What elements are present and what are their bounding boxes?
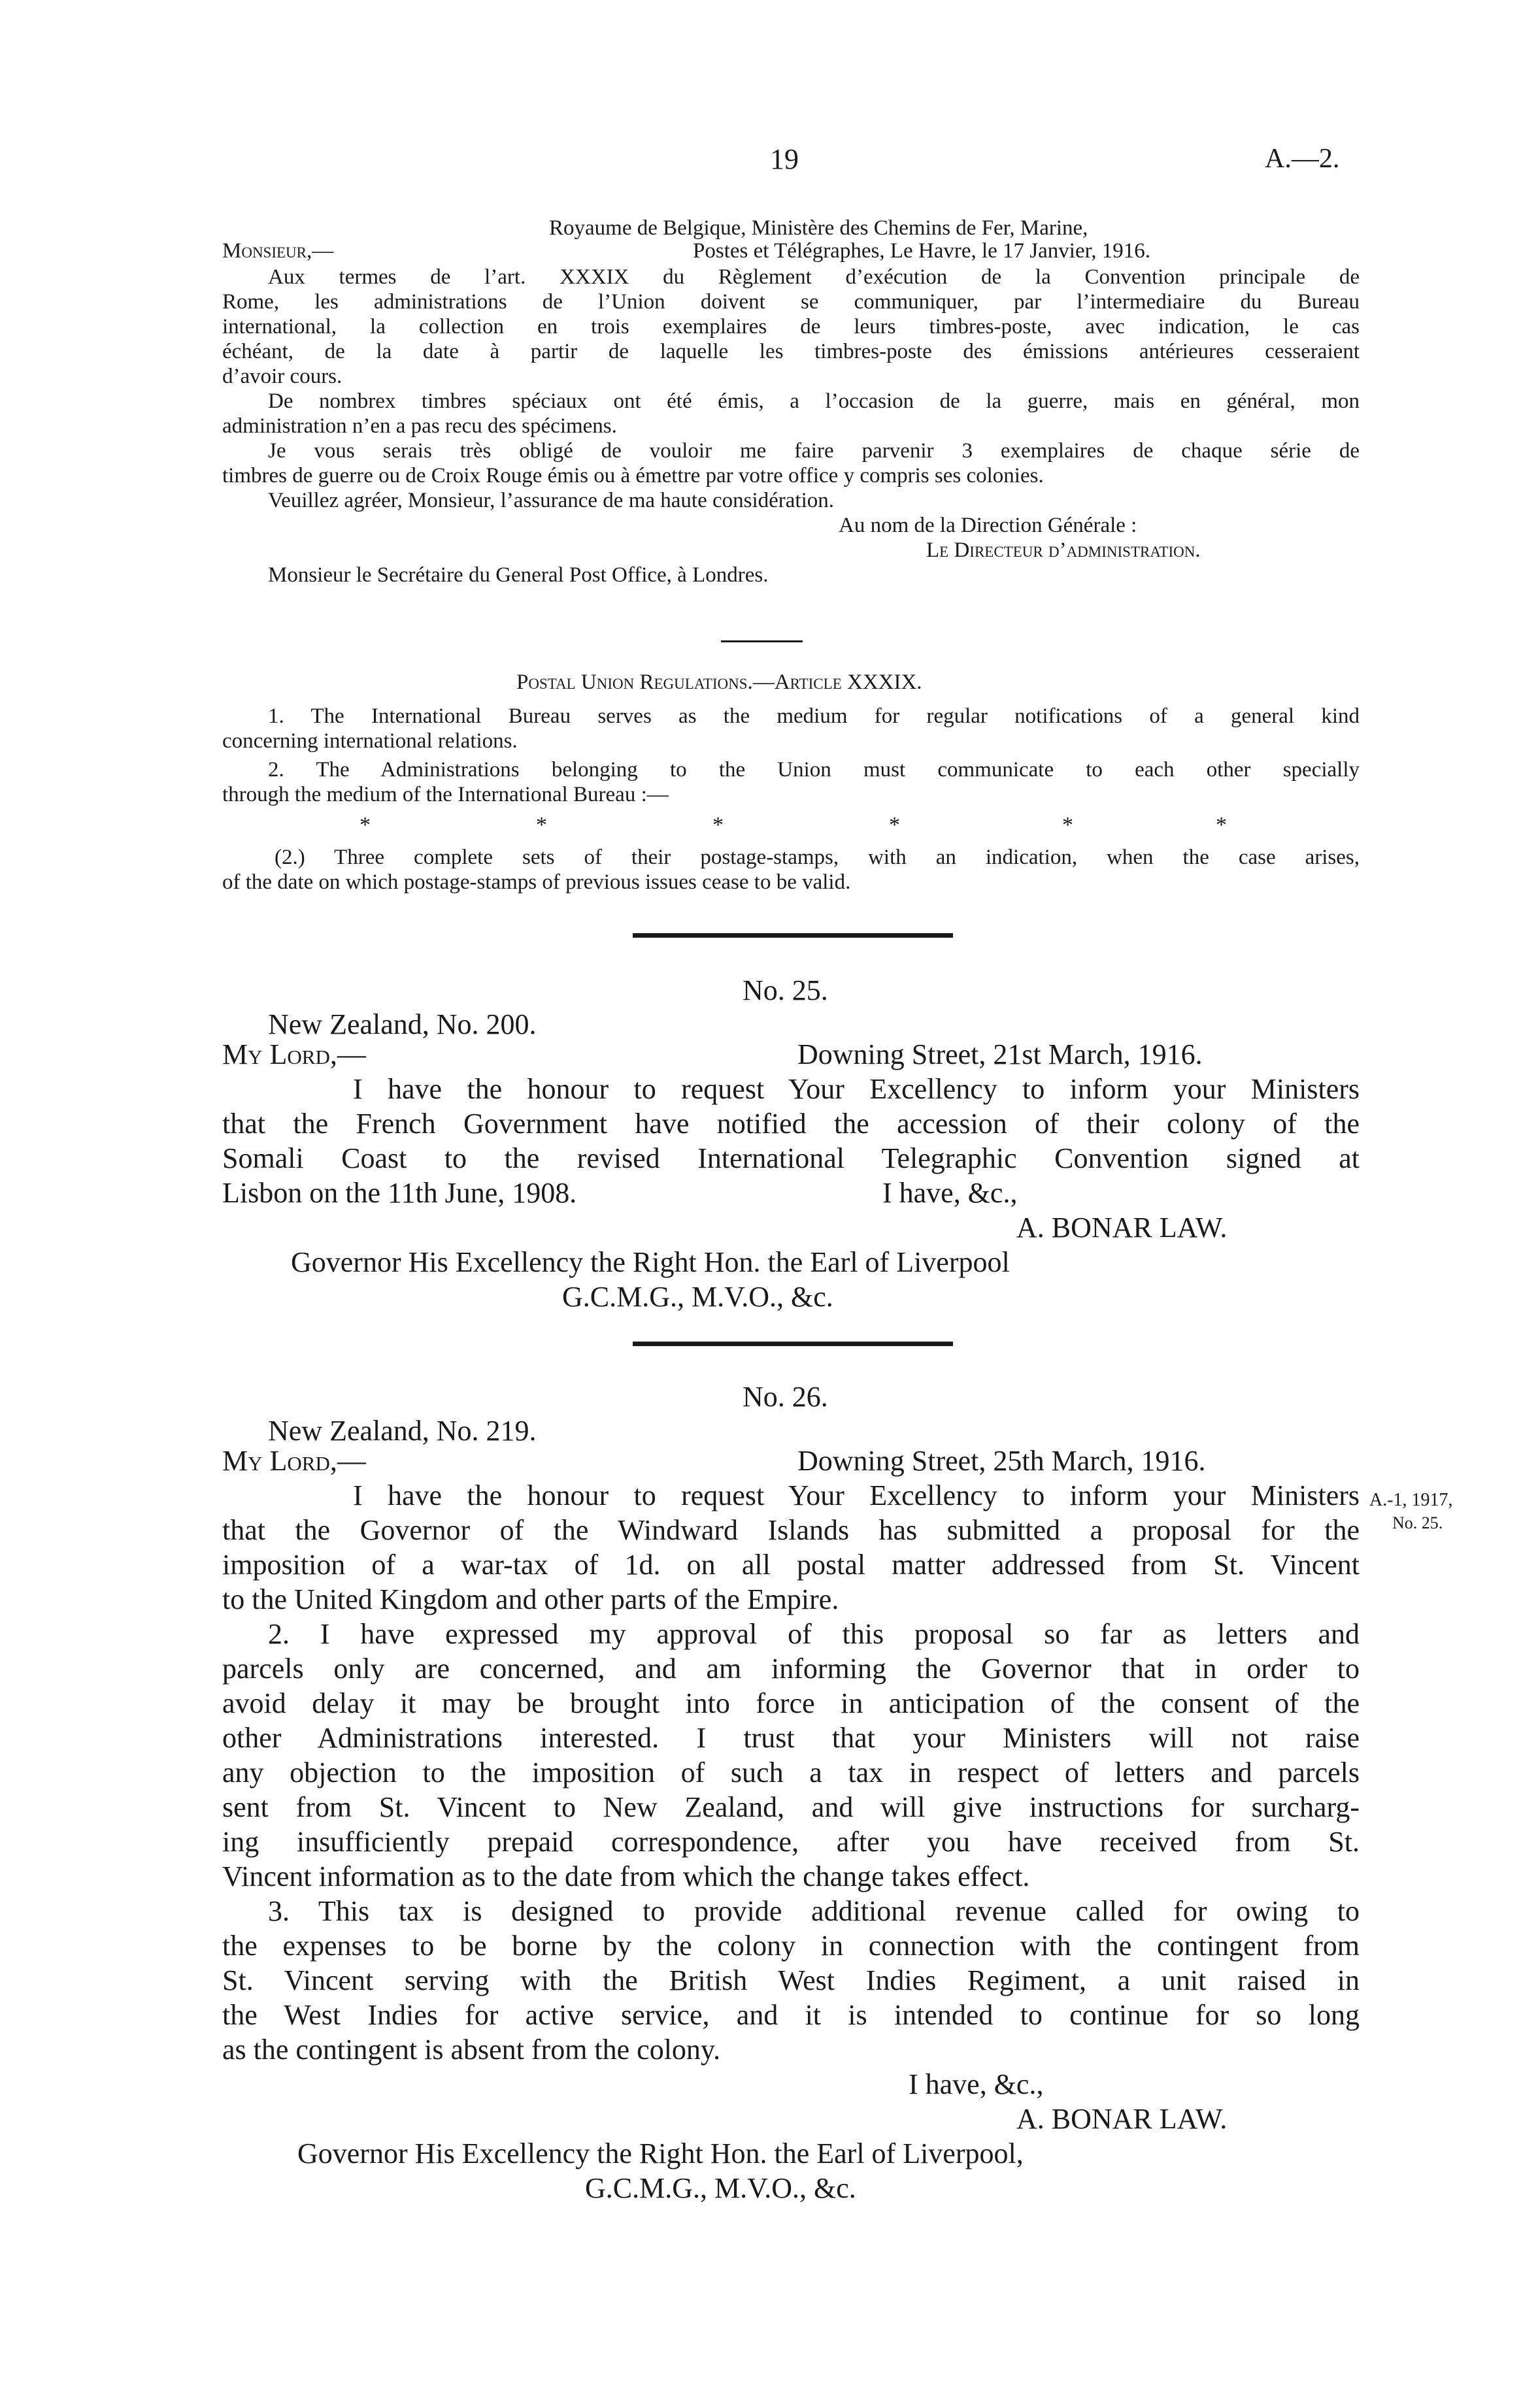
letter-heading-line2: Postes et Télégraphes, Le Havre, le 17 Janvier, 1916. — [693, 239, 1151, 263]
letter-paragraph-line: international, la collection en trois exemplaires de leurs timbres-poste, avec indication, le cas — [222, 315, 1360, 338]
body-line: I have the honour to request Your Excellency to inform your Ministers — [353, 1073, 1360, 1105]
body-line: imposition of a war-tax of 1d. on all postal matter addressed from St. Vincent — [222, 1549, 1360, 1581]
margin-note: A.-1, 1917, — [1369, 1490, 1453, 1510]
dispatch-reference: New Zealand, No. 200. — [268, 1008, 537, 1040]
addressee-line2: G.C.M.G., M.V.O., &c. — [562, 1281, 833, 1313]
section-title: No. 25. — [743, 974, 828, 1006]
body-line: other Administrations interested. I trust that your Ministers will not raise — [222, 1722, 1360, 1754]
letter-salutation: Monsieur,— — [222, 239, 334, 263]
regulations-title: Postal Union Regulations.—Article XXXIX. — [516, 670, 922, 694]
salutation: My Lord,— — [222, 1038, 366, 1070]
ellipsis-asterisk: * — [536, 813, 547, 837]
salutation: My Lord,— — [222, 1445, 366, 1477]
margin-note: No. 25. — [1392, 1513, 1443, 1532]
letter-signature-line1: Au nom de la Direction Générale : — [839, 514, 1137, 537]
letter-paragraph-line: Aux termes de l’art. XXXIX du Règlement d’exécution de la Convention principale de — [268, 265, 1360, 289]
regulation-line: through the medium of the International Bureau :— — [222, 783, 669, 806]
body-line: any objection to the imposition of such a tax in respect of letters and parcels — [222, 1757, 1360, 1789]
letter-paragraph-line: Je vous serais très obligé de vouloir me faire parvenir 3 exemplaires de chaque série de — [268, 439, 1360, 463]
ellipsis-asterisk: * — [1216, 813, 1227, 837]
body-line: St. Vincent serving with the British West Indies Regiment, a unit raised in — [222, 1964, 1360, 1996]
body-line: to the United Kingdom and other parts of the Empire. — [222, 1583, 839, 1615]
ellipsis-asterisk: * — [712, 813, 724, 837]
short-divider — [721, 640, 803, 642]
letter-closing: Veuillez agréer, Monsieur, l’assurance de ma haute considération. — [268, 489, 835, 512]
body-line: Somali Coast to the revised International Telegraphic Convention signed at — [222, 1142, 1360, 1174]
place-date: Downing Street, 25th March, 1916. — [797, 1445, 1206, 1477]
regulation-line: of the date on which postage-stamps of previous issues cease to be valid. — [222, 870, 851, 894]
closing: I have, &c., — [882, 1177, 1018, 1209]
dispatch-reference: New Zealand, No. 219. — [268, 1415, 537, 1447]
body-line: Vincent information as to the date from which the change takes effect. — [222, 1860, 1030, 1892]
addressee-line1: Governor His Excellency the Right Hon. the Earl of Liverpool, — [297, 2137, 1024, 2169]
letter-heading-line1: Royaume de Belgique, Ministère des Chemins de Fer, Marine, — [549, 216, 1088, 240]
regulation-line: concerning international relations. — [222, 729, 518, 753]
body-line: that the Governor of the Windward Islands has submitted a proposal for the — [222, 1514, 1360, 1546]
letter-paragraph-line: timbres de guerre ou de Croix Rouge émis ou à émettre par votre office y compris ses colonies. — [222, 464, 1044, 487]
body-line: avoid delay it may be brought into force in anticipation of the consent of the — [222, 1687, 1360, 1719]
ellipsis-asterisk: * — [889, 813, 900, 837]
ellipsis-asterisk: * — [1062, 813, 1073, 837]
body-line: ing insufficiently prepaid correspondence, after you have received from St. — [222, 1826, 1360, 1858]
page-number: 19 — [770, 143, 799, 175]
ellipsis-asterisk: * — [359, 813, 371, 837]
body-line: sent from St. Vincent to New Zealand, and will give instructions for surcharg- — [222, 1791, 1360, 1823]
body-line: as the contingent is absent from the colony. — [222, 2034, 721, 2066]
body-line: Lisbon on the 11th June, 1908. — [222, 1177, 577, 1209]
place-date: Downing Street, 21st March, 1916. — [797, 1038, 1203, 1070]
document-reference: A.—2. — [1265, 144, 1340, 174]
letter-paragraph-line: administration n’en a pas recu des spécimens. — [222, 414, 617, 438]
letter-paragraph-line: Rome, les administrations de l’Union doivent se communiquer, par l’intermediaire du Bureau — [222, 290, 1360, 314]
letter-addressee: Monsieur le Secrétaire du General Post Office, à Londres. — [268, 563, 769, 587]
closing: I have, &c., — [909, 2068, 1044, 2100]
section-title: No. 26. — [743, 1381, 828, 1413]
section-divider — [633, 933, 953, 938]
body-line: 3. This tax is designed to provide additional revenue called for owing to — [268, 1895, 1360, 1927]
addressee-line2: G.C.M.G., M.V.O., &c. — [585, 2172, 856, 2204]
section-divider — [633, 1342, 953, 1346]
regulation-line: 2. The Administrations belonging to the Union must communicate to each other specially — [268, 758, 1360, 782]
body-line: 2. I have expressed my approval of this proposal so far as letters and — [268, 1618, 1360, 1650]
addressee-line1: Governor His Excellency the Right Hon. the Earl of Liverpool — [291, 1246, 1010, 1278]
letter-paragraph-line: De nombrex timbres spéciaux ont été émis, a l’occasion de la guerre, mais en général, mon — [268, 389, 1360, 413]
body-line: the expenses to be borne by the colony in connection with the contingent from — [222, 1930, 1360, 1962]
letter-paragraph-line: d’avoir cours. — [222, 365, 343, 388]
letter-paragraph-line: échéant, de la date à partir de laquelle les timbres-poste des émissions antérieures cesseraient — [222, 340, 1360, 363]
body-line: I have the honour to request Your Excellency to inform your Ministers — [353, 1479, 1360, 1511]
regulation-line: 1. The International Bureau serves as the medium for regular notifications of a general kind — [268, 704, 1360, 728]
body-line: the West Indies for active service, and it is intended to continue for so long — [222, 1999, 1360, 2031]
regulation-line: (2.) Three complete sets of their postage-stamps, with an indication, when the case arises, — [275, 846, 1360, 869]
signature: A. BONAR LAW. — [1016, 1212, 1228, 1244]
letter-signature-line2: Le Directeur d’administration. — [926, 538, 1201, 562]
body-line: parcels only are concerned, and am informing the Governor that in order to — [222, 1653, 1360, 1685]
body-line: that the French Government have notified the accession of their colony of the — [222, 1108, 1360, 1140]
signature: A. BONAR LAW. — [1016, 2103, 1228, 2135]
